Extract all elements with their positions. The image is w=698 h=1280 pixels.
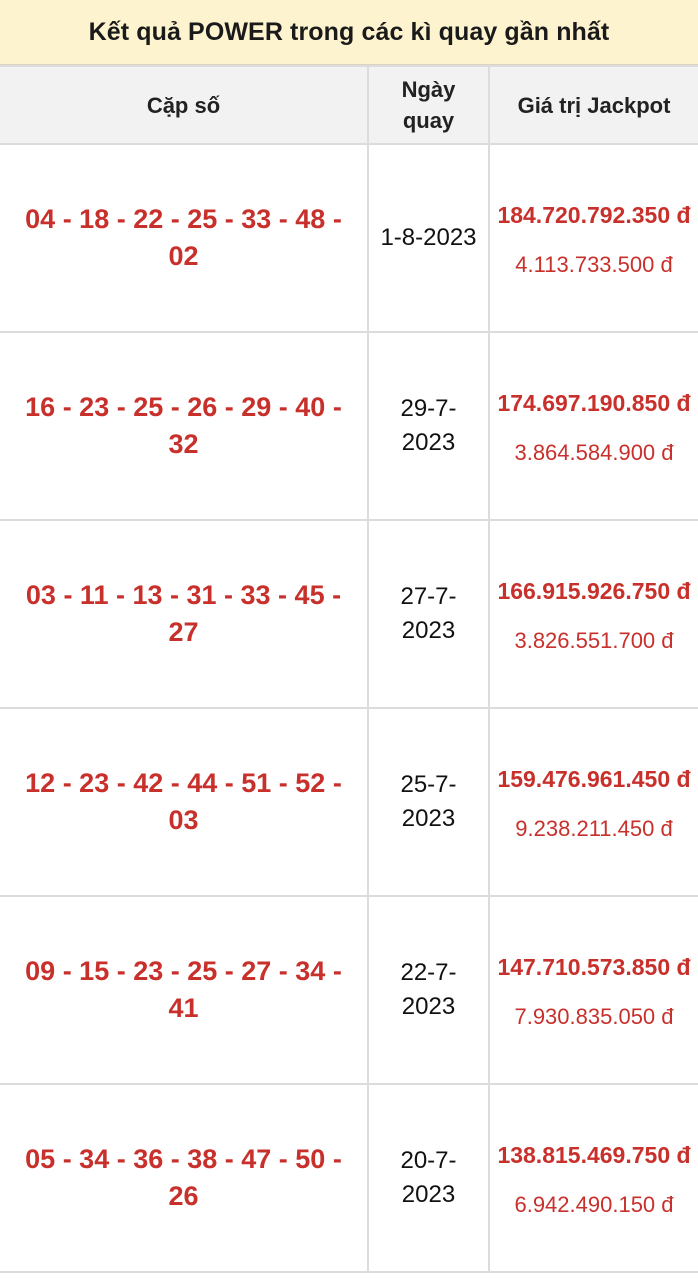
date-cell: 1-8-2023 <box>368 144 489 332</box>
table-row <box>0 896 698 1084</box>
jackpot-cell <box>489 332 698 520</box>
jackpot-value: 174.697.190.850 đ <box>497 389 691 416</box>
header-row <box>0 66 698 144</box>
table-row <box>0 520 698 708</box>
jackpot-value: 166.915.926.750 đ <box>497 577 691 604</box>
jackpot-secondary-value: 7.930.835.050 đ <box>514 1003 674 1029</box>
jackpot-secondary-value: 3.826.551.700 đ <box>514 627 674 653</box>
date-cell: 22-7-2023 <box>368 896 489 1084</box>
results-table <box>0 65 698 1273</box>
page-title: Kết quả POWER trong các kì quay gần nhất <box>88 17 610 46</box>
table-row <box>0 1084 698 1272</box>
jackpot-cell <box>489 520 698 708</box>
numbers-cell: 04 - 18 - 22 - 25 - 33 - 48 - 02 <box>0 144 368 332</box>
jackpot-cell <box>489 144 698 332</box>
table-row <box>0 708 698 896</box>
numbers-cell: 16 - 23 - 25 - 26 - 29 - 40 - 32 <box>0 332 368 520</box>
jackpot-value: 159.476.961.450 đ <box>497 765 691 792</box>
table-row <box>0 144 698 332</box>
jackpot-secondary-value: 9.238.211.450 đ <box>515 815 673 841</box>
jackpot-cell <box>489 708 698 896</box>
jackpot-value: 184.720.792.350 đ <box>497 201 691 228</box>
date-cell: 20-7-2023 <box>368 1084 489 1272</box>
date-cell: 25-7-2023 <box>368 708 489 896</box>
jackpot-secondary-value: 4.113.733.500 đ <box>515 251 673 277</box>
numbers-cell: 03 - 11 - 13 - 31 - 33 - 45 - 27 <box>0 520 368 708</box>
date-cell: 29-7-2023 <box>368 332 489 520</box>
jackpot-value: 147.710.573.850 đ <box>497 953 691 980</box>
jackpot-value: 138.815.469.750 đ <box>497 1141 691 1168</box>
jackpot-cell <box>489 1084 698 1272</box>
header-date: Ngày quay <box>368 66 489 144</box>
title-bar <box>0 0 698 65</box>
jackpot-secondary-value: 3.864.584.900 đ <box>514 439 674 465</box>
numbers-cell: 05 - 34 - 36 - 38 - 47 - 50 - 26 <box>0 1084 368 1272</box>
table-row <box>0 332 698 520</box>
numbers-cell: 09 - 15 - 23 - 25 - 27 - 34 - 41 <box>0 896 368 1084</box>
numbers-cell: 12 - 23 - 42 - 44 - 51 - 52 - 03 <box>0 708 368 896</box>
header-numbers: Cặp số <box>0 66 368 144</box>
jackpot-cell <box>489 896 698 1084</box>
date-cell: 27-7-2023 <box>368 520 489 708</box>
header-jackpot: Giá trị Jackpot <box>489 66 698 144</box>
jackpot-secondary-value: 6.942.490.150 đ <box>514 1191 674 1217</box>
